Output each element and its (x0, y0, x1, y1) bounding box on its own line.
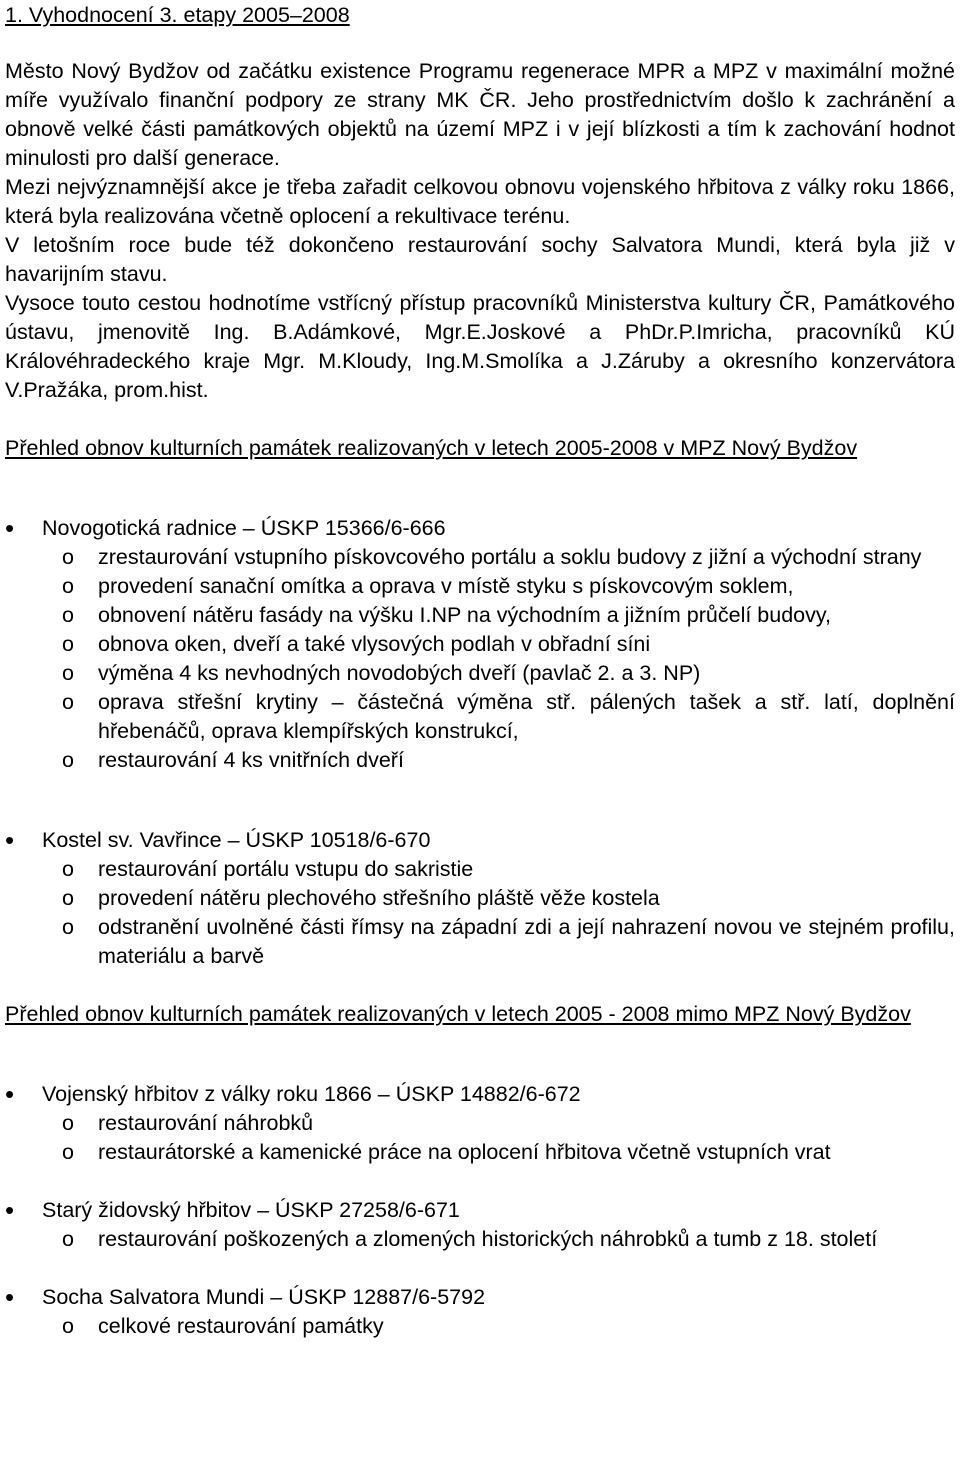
task-item (5, 1109, 955, 1138)
intro-paragraph: Město Nový Bydžov od začátku existence Programu regenerace MPR a MPZ v maximální možné míře využívalo finanční podpory ze strany MK ČR. Jeho prostřednictvím došlo k zachránění a obnově velké části památkových objektů na území MPZ i v její blízkosti a tím k zachování hodnot minulosti pro další generace. (5, 59, 955, 170)
circle-bullet-icon: o (62, 857, 74, 881)
task-item (5, 884, 955, 913)
circle-bullet-icon: o (62, 748, 74, 772)
task-text: oprava střešní krytiny – částečná výměna stř. pálených tašek a stř. latí, doplnění hřebenáčů, oprava klempířských konstrukcí, (98, 690, 955, 743)
task-list (5, 1312, 955, 1341)
task-item (5, 572, 955, 601)
task-item (5, 746, 955, 775)
task-text: restaurování 4 ks vnitřních dveří (98, 748, 404, 772)
intro-paragraph: V letošním roce bude též dokončeno restaurování sochy Salvatora Mundi, která byla již v havarijním stavu. (5, 233, 955, 286)
monument-name: • Vojenský hřbitov z války roku 1866 – ÚSKP 14882/6-672 (5, 1080, 955, 1109)
document-heading: 1. Vyhodnocení 3. etapy 2005–2008 (5, 3, 350, 27)
monument-name: • Novogotická radnice – ÚSKP 15366/6-666 (5, 514, 955, 543)
section-outside-mpz (5, 1000, 955, 1341)
task-text: obnovení nátěru fasády na výšku I.NP na východním a jižním průčelí budovy, (98, 603, 831, 627)
task-item (5, 1138, 955, 1167)
section-title: Přehled obnov kulturních památek realizovaných v letech 2005 - 2008 mimo MPZ Nový Bydžov (5, 1002, 911, 1026)
monument-item (5, 514, 955, 775)
intro-text (5, 57, 955, 405)
circle-bullet-icon: o (62, 574, 74, 598)
circle-bullet-icon: o (62, 690, 74, 714)
circle-bullet-icon: o (62, 1227, 74, 1251)
monument-name: • Socha Salvatora Mundi – ÚSKP 12887/6-5792 (5, 1283, 955, 1312)
task-list (5, 543, 955, 775)
intro-paragraph: Vysoce touto cestou hodnotíme vstřícný přístup pracovníků Ministerstva kultury ČR, Památkového ústavu, jmenovitě Ing. B.Adámkové, Mgr.E.Joskové a PhDr.P.Imricha, pracovníků KÚ Královéhradeckého kraje Mgr. M.Kloudy, Ing.M.Smolíka a J.Záruby a okresního konzervátora V.Pražáka, prom.hist. (5, 291, 955, 402)
task-text: restaurování portálu vstupu do sakristie (98, 857, 474, 881)
task-item (5, 1312, 955, 1341)
intro-paragraph: Mezi nejvýznamnější akce je třeba zařadit celkovou obnovu vojenského hřbitova z války roku 1866, která byla realizována včetně oplocení a rekultivace terénu. (5, 175, 955, 228)
section-mpz (5, 434, 955, 971)
circle-bullet-icon: o (62, 915, 74, 939)
task-item (5, 659, 955, 688)
task-text: odstranění uvolněné části římsy na západní zdi a její nahrazení novou ve stejném profilu, materiálu a barvě (98, 915, 955, 968)
circle-bullet-icon: o (62, 886, 74, 910)
monument-name: • Starý židovský hřbitov – ÚSKP 27258/6-671 (5, 1196, 955, 1225)
task-item (5, 688, 955, 746)
task-text: celkové restaurování památky (98, 1314, 384, 1338)
task-text: restaurátorské a kamenické práce na oplocení hřbitova včetně vstupních vrat (98, 1140, 831, 1164)
task-text: restaurování náhrobků (98, 1111, 314, 1135)
circle-bullet-icon: o (62, 1111, 74, 1135)
task-list (5, 1225, 955, 1254)
monument-item (5, 1283, 955, 1341)
task-text: výměna 4 ks nevhodných novodobých dveří (pavlač 2. a 3. NP) (98, 661, 701, 685)
task-list (5, 855, 955, 971)
task-item (5, 601, 955, 630)
monument-item (5, 1196, 955, 1254)
monument-item (5, 826, 955, 971)
monument-name: • Kostel sv. Vavřince – ÚSKP 10518/6-670 (5, 826, 955, 855)
circle-bullet-icon: o (62, 661, 74, 685)
task-text: zrestaurování vstupního pískovcového portálu a soklu budovy z jižní a východní strany (98, 545, 922, 569)
task-text: provedení sanační omítka a oprava v místě styku s pískovcovým soklem, (98, 574, 794, 598)
monument-item (5, 1080, 955, 1167)
task-text: restaurování poškozených a zlomených historických náhrobků a tumb z 18. století (98, 1227, 878, 1251)
circle-bullet-icon: o (62, 1140, 74, 1164)
task-list (5, 1109, 955, 1167)
section-title: Přehled obnov kulturních památek realizovaných v letech 2005-2008 v MPZ Nový Bydžov (5, 436, 858, 460)
circle-bullet-icon: o (62, 1314, 74, 1338)
task-item (5, 855, 955, 884)
task-item (5, 913, 955, 971)
task-text: provedení nátěru plechového střešního pláště věže kostela (98, 886, 660, 910)
circle-bullet-icon: o (62, 545, 74, 569)
circle-bullet-icon: o (62, 632, 74, 656)
circle-bullet-icon: o (62, 603, 74, 627)
task-item (5, 1225, 955, 1254)
task-text: obnova oken, dveří a také vlysových podlah v obřadní síni (98, 632, 651, 656)
task-item (5, 630, 955, 659)
task-item (5, 543, 955, 572)
